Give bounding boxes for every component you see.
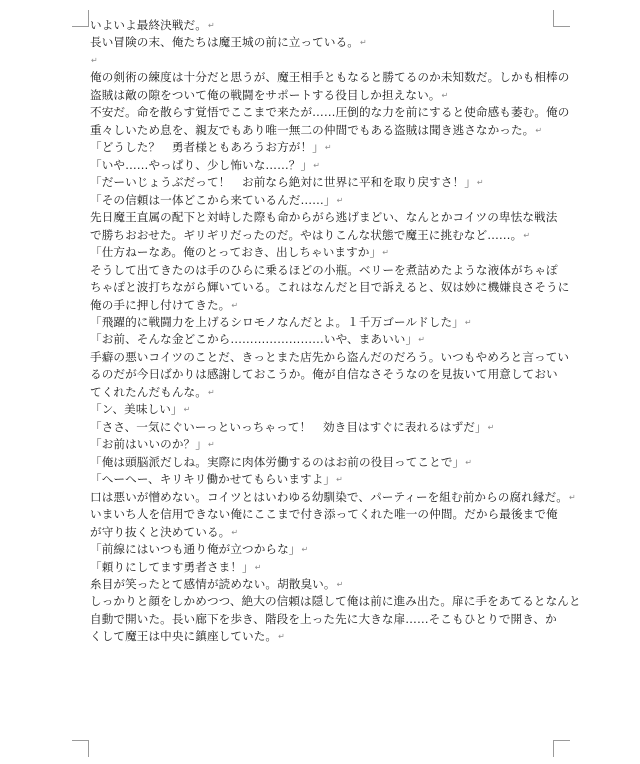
text-line-content: 「飛躍的に戦闘力を上げるシロモノなんだとよ。１千万ゴールドした」 <box>90 314 464 329</box>
crop-mark-top-right <box>553 10 570 27</box>
text-line <box>90 349 570 366</box>
text-line-content: るのだが今日ばかりは感謝しておこうか。俺が自信なさそうなのを見抜いて用意しておい <box>90 367 558 382</box>
paragraph-mark-icon: ↵ <box>336 580 344 589</box>
text-line-content: 「お前はいいのか？」 <box>90 437 207 452</box>
text-line-content: てくれたんだもんな。 <box>90 384 207 399</box>
text-line-content: 長い冒険の末、俺たちは魔王城の前に立っている。 <box>90 35 359 50</box>
text-line-content: 糸目が笑ったとて感情が読めない。胡散臭い。 <box>90 577 336 591</box>
text-line <box>90 436 554 453</box>
text-line-content: 不安だ。命を散らす覚悟でここまで来たが……圧倒的な力を前にすると使命感も萎む。俺の <box>90 105 570 120</box>
paragraph-mark-icon: ↵ <box>336 195 344 205</box>
paragraph-mark-icon: ↵ <box>487 422 495 432</box>
crop-mark-top-left <box>72 10 89 27</box>
paragraph-mark-icon: ↵ <box>418 335 426 345</box>
text-line-content: 「だーいじょうぶだって！ お前なら絶対に世界に平和を取り戻すさ！」 <box>90 175 476 190</box>
text-line-content: しっかりと顔をしかめつつ、絶大の信頼は隠して俺は前に進み出た。扉に手をあてるとなんと <box>90 594 581 609</box>
crop-mark-bottom-left <box>72 740 89 757</box>
text-line <box>90 384 554 401</box>
text-line <box>90 262 558 279</box>
text-line <box>90 69 570 86</box>
paragraph-mark-icon: ↵ <box>336 475 343 485</box>
paragraph-mark-icon: ↵ <box>382 248 389 258</box>
paragraph-mark-icon: ↵ <box>465 457 473 467</box>
text-line <box>90 52 554 69</box>
text-line <box>90 366 558 383</box>
paragraph-mark-icon: ↵ <box>359 38 367 48</box>
text-line <box>90 297 554 314</box>
text-line <box>90 471 554 488</box>
text-line <box>90 401 554 418</box>
text-line-content: で勝ちおおせた。ギリギリだったのだ。やはりこんな状態で魔王に挑むなど……。 <box>90 227 523 242</box>
text-line-content: いよいよ最終決戦だ。 <box>90 18 207 32</box>
text-line <box>90 506 558 523</box>
paragraph-mark-icon: ↵ <box>568 492 576 502</box>
text-line-content: 自動で開いた。長い廊下を歩き、階段を上った先に大きな扉……そこもひとりで開き、か <box>90 611 557 626</box>
text-line-content: そうして出てきたのは手のひらに乗るほどの小瓶。ベリーを煮詰めたような液体がちゃぽ <box>90 262 558 277</box>
text-line <box>90 244 554 261</box>
text-line <box>90 419 554 436</box>
crop-mark-bottom-right <box>553 740 570 757</box>
text-line-content: 「どうした？ 勇者様ともあろうお方が！」 <box>90 140 324 155</box>
text-line <box>90 209 558 226</box>
paragraph-mark-icon: ↵ <box>313 160 320 170</box>
paragraph-mark-icon: ↵ <box>535 125 543 135</box>
paragraph-mark-icon: ↵ <box>91 55 98 65</box>
text-line-content: いまいち人を信用できない俺にここまで付き添ってくれた唯一の仲間。だから最後まで俺 <box>90 507 558 522</box>
paragraph-mark-icon: ↵ <box>254 562 262 572</box>
text-line <box>90 331 554 348</box>
text-line-content: 「前線にはいつも通り俺が立つからな」 <box>90 542 301 557</box>
paragraph-mark-icon: ↵ <box>183 405 191 415</box>
paragraph-mark-icon: ↵ <box>301 545 309 555</box>
text-line <box>90 34 554 51</box>
paragraph-mark-icon: ↵ <box>207 387 215 397</box>
text-line <box>90 227 554 244</box>
text-line <box>90 576 554 593</box>
paragraph-mark-icon: ↵ <box>278 632 285 642</box>
text-line-content: 「その信頼は一体どこから来ているんだ……」 <box>90 192 336 207</box>
paragraph-mark-icon: ↵ <box>324 143 332 153</box>
text-line <box>90 104 570 121</box>
text-line <box>90 611 557 628</box>
text-line-content: 手癖の悪いコイツのことだ、きっとまた店先から盗んだのだろう。いつもやめろと言ってい <box>90 349 570 364</box>
text-line-content: 「お前、そんな金どこから……………………いや、まあいい」 <box>90 332 418 347</box>
text-line-content: ちゃぽと波打ちながら輝いている。これはなんだと目で訴えると、奴は妙に機嫌良さそうに <box>90 280 570 295</box>
text-line-content: 先日魔王直属の配下と対峙した際も命からがら逃げまどい、なんとかコイツの卑怯な戦法 <box>90 210 558 225</box>
text-line-content: が守り抜くと決めている。 <box>90 524 231 539</box>
text-line-content: くして魔王は中央に鎮座していた。 <box>90 629 278 644</box>
text-line <box>90 593 581 610</box>
text-line-content: 口は悪いが憎めない。コイツとはいわゆる幼馴染で、パーティーを組む前からの腐れ縁だ。 <box>90 489 568 504</box>
paragraph-mark-icon: ↵ <box>464 317 472 327</box>
text-line <box>90 559 554 576</box>
text-line-content: 重々しいため息を、親友でもあり唯一無二の仲間でもある盗賊は聞き逃さなかった。 <box>90 122 535 137</box>
text-line-content: 「頼りにしてます勇者さま！」 <box>90 559 254 574</box>
text-line-content: 「俺は頭脳派だしね。実際に肉体労働するのはお前の役目ってことで」 <box>90 454 465 469</box>
paragraph-mark-icon: ↵ <box>441 90 449 100</box>
text-line-content: 「ささ、一気にぐいーっといっちゃって！ 効き目はすぐに表れるはずだ」 <box>90 419 487 434</box>
text-line <box>90 87 554 104</box>
text-line <box>90 122 554 139</box>
paragraph-mark-icon: ↵ <box>231 527 239 537</box>
text-line <box>90 139 554 156</box>
text-line-content: 「へーへー、キリキリ働かせてもらいますよ」 <box>90 472 336 487</box>
text-line <box>90 489 576 506</box>
text-line <box>90 628 554 645</box>
text-line-content: 「ン、美味しい」 <box>90 402 183 417</box>
text-line <box>90 192 554 209</box>
text-line <box>90 17 554 34</box>
text-line <box>90 314 554 331</box>
text-line-content: 「仕方ねーなあ。俺のとっておき、出しちゃいますか」 <box>90 245 382 260</box>
paragraph-mark-icon: ↵ <box>207 440 215 450</box>
text-line-content: 俺の剣術の練度は十分だと思うが、魔王相手ともなると勝てるのか未知数だ。しかも相棒の <box>90 70 570 85</box>
text-line <box>90 454 554 471</box>
text-line <box>90 541 554 558</box>
paragraph-mark-icon: ↵ <box>476 178 484 188</box>
paragraph-mark-icon: ↵ <box>523 230 531 240</box>
text-line-content: 盗賊は敵の隙をついて俺の戦闘をサポートする役目しか担えない。 <box>90 87 441 102</box>
text-line-content: 「いや……やっぱり、少し怖いな……？」 <box>90 157 313 172</box>
text-line <box>90 279 570 296</box>
text-line <box>90 174 554 191</box>
text-line-content: 俺の手に押し付けてきた。 <box>90 297 231 312</box>
text-line <box>90 524 554 541</box>
text-line <box>90 157 554 174</box>
paragraph-mark-icon: ↵ <box>207 21 215 30</box>
paragraph-mark-icon: ↵ <box>231 300 239 310</box>
document-body[interactable] <box>90 17 581 646</box>
